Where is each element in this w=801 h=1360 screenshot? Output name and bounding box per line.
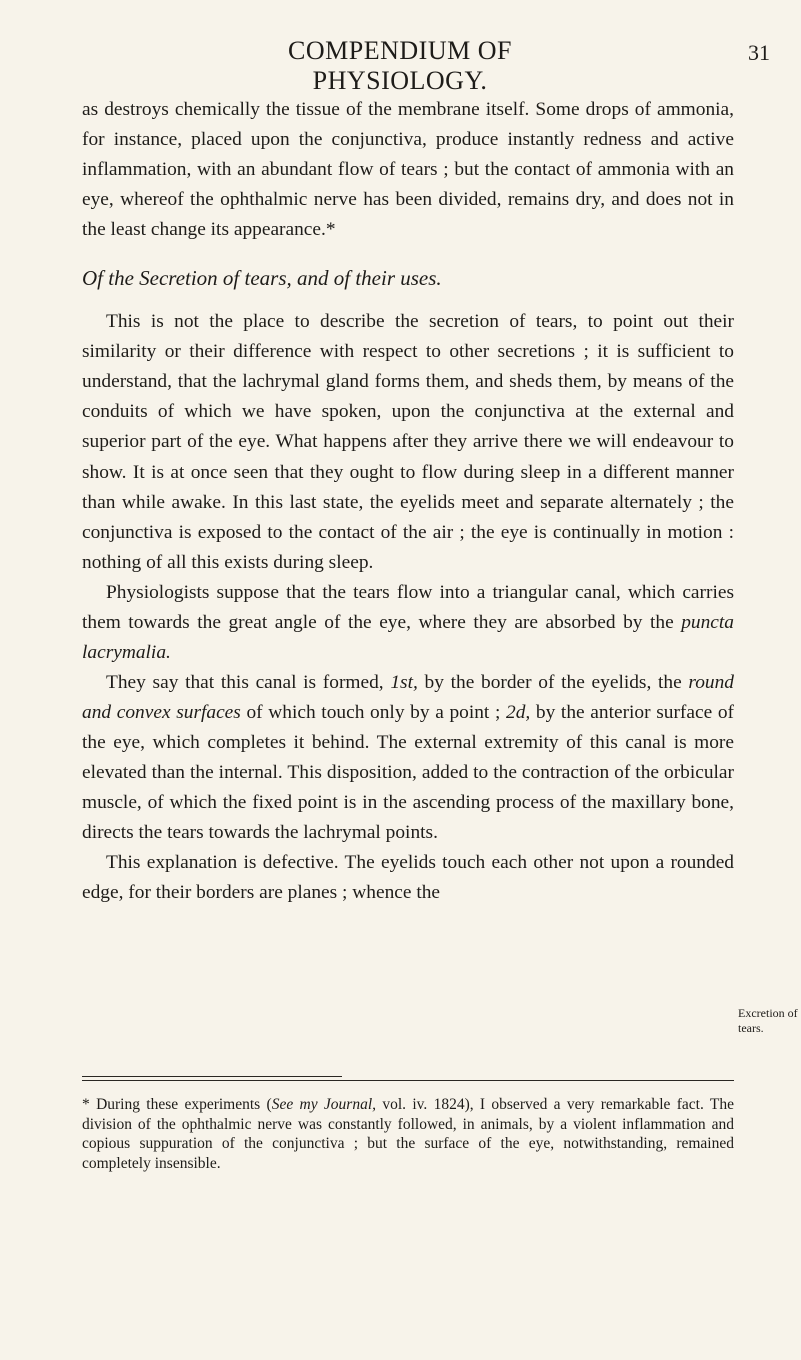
- paragraph: [82, 668, 734, 848]
- paragraph: This explanation is defective. The eyelids touch each other not upon a rounded edge, for their borders are planes ; whence the: [82, 852, 734, 904]
- body-text: [82, 95, 734, 908]
- margin-note: Excretion of tears.: [738, 1006, 798, 1035]
- footnote-rule: [82, 1080, 734, 1081]
- paragraph: [82, 578, 734, 668]
- italic-text: round and convex surfaces: [82, 671, 734, 723]
- section-heading: Of the Secretion of tears, and of their uses.: [82, 266, 442, 291]
- footnote: [82, 1095, 734, 1173]
- text-run: They say that this canal is formed,: [106, 671, 391, 693]
- paragraph-continuation: as destroys chemically the tissue of the membrane itself. Some drops of ammonia, for instance, placed upon the conjunctiva, produce instantly redness and active inflammation, with an abundant flow of tears ; but the contact of ammonia with an eye, whereof the ophthalmic nerve has been divided, remains dry, and does not in the least change its appearance.*: [82, 99, 734, 241]
- text-run: Physiologists suppose that the tears flow into a triangular canal, which carries them towards the great angle of the eye, where they are absorbed by the: [82, 581, 734, 633]
- italic-text: 2d,: [506, 701, 531, 723]
- italic-text: 1st,: [390, 671, 418, 693]
- running-head: COMPENDIUM OF PHYSIOLOGY.: [288, 36, 512, 95]
- text-run: by the anterior surface of the eye, which completes it behind. The external extremity of this canal is more elevated than the internal. This disposition, added to the contraction of the orbicular muscle, of which the fixed point is in the ascending process of the maxillary bone, directs the tears towards the lachrymal points.: [82, 701, 734, 844]
- paragraph: This is not the place to describe the secretion of tears, to point out their similarity or their difference with respect to other secretions ; it is sufficient to understand, that the lachrymal gland forms them, and sheds them, by means of the conduits of which we have spoken, upon the conjunctiva at the external and superior part of the eye. What happens after they arrive there we will endeavour to show. It is at once seen that they ought to flow during sleep in a different manner than while awake. In this last state, the eyelids meet and separate alternately ; the conjunctiva is exposed to the contact of the air ; the eye is continually in motion : nothing of all this exists during sleep.: [82, 311, 734, 573]
- text-run: by the border of the eyelids, the: [417, 671, 689, 693]
- page-number: 31: [748, 40, 770, 65]
- text-run: of which touch only by a point ;: [240, 701, 506, 723]
- text-run: vol. iv. 1824), I observed a very remarkable fact. The division of the ophthalmic nerve was constantly followed, in animals, by a violent inflammation and copious suppuration of the conjunctiva ; but the surface of the eye, notwithstanding, remained completely insensible.: [82, 1096, 734, 1172]
- italic-text: puncta lacrymalia.: [82, 611, 734, 663]
- text-run: * During these experiments (: [82, 1096, 272, 1113]
- italic-text: See my Journal,: [271, 1096, 377, 1113]
- footnote-rule: [82, 1076, 342, 1077]
